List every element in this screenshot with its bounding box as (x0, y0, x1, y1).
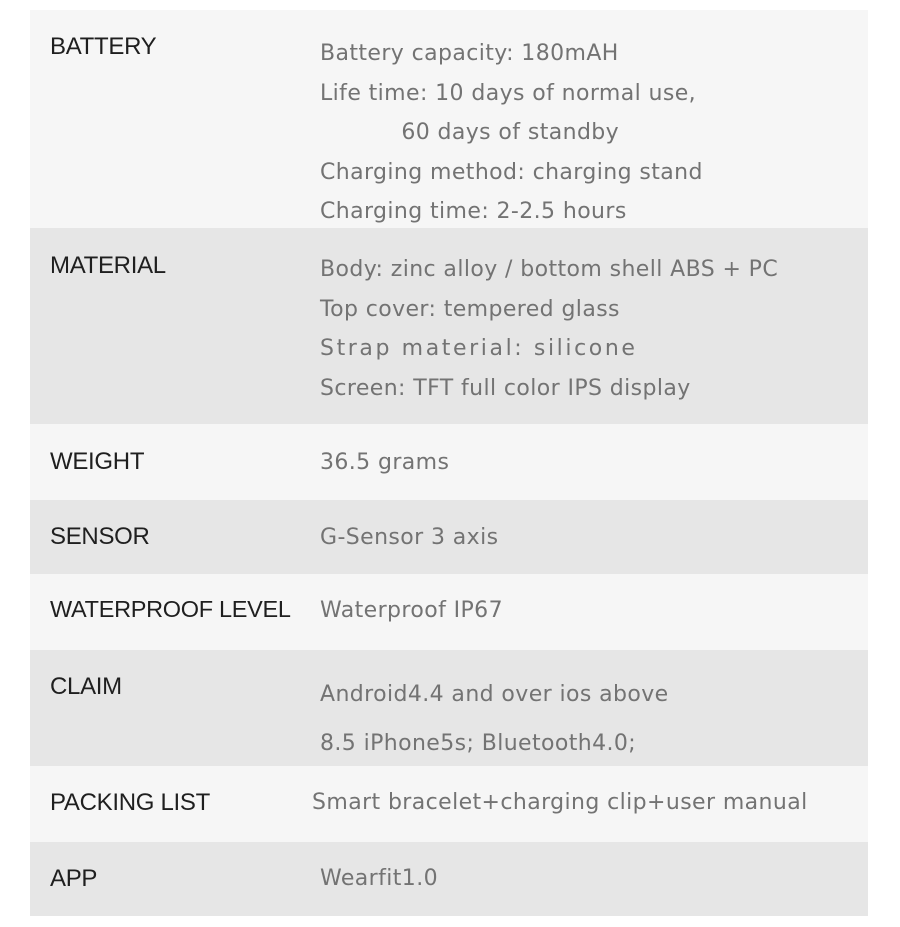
spec-value-line: 60 days of standby (320, 120, 620, 145)
spec-value (320, 596, 503, 626)
spec-row-material (30, 228, 868, 424)
spec-value-line: Battery capacity: 180mAH (320, 41, 619, 66)
spec-row-waterproof (30, 574, 868, 650)
spec-label: WATERPROOF LEVEL (50, 596, 291, 622)
spec-value (320, 864, 438, 894)
spec-value-line: Top cover: tempered glass (320, 296, 620, 322)
spec-value-line: Smart bracelet+charging clip+user manual (312, 790, 808, 815)
spec-label: PACKING LIST (50, 789, 210, 816)
spec-row-app (30, 842, 868, 916)
spec-row-weight (30, 424, 868, 500)
spec-value-line: 36.5 grams (320, 450, 450, 475)
spec-row-packing-list (30, 766, 868, 842)
spec-value-line: Android4.4 and over ios above (320, 682, 669, 707)
spec-label: BATTERY (50, 33, 157, 60)
spec-label: SENSOR (50, 523, 150, 550)
spec-label: WEIGHT (50, 448, 145, 475)
spec-label: MATERIAL (50, 252, 166, 279)
spec-value (320, 250, 778, 408)
spec-value-line: Strap material: silicone (320, 336, 638, 361)
spec-label: APP (50, 865, 98, 892)
spec-value-line: Charging time: 2-2.5 hours (320, 199, 627, 224)
spec-row-sensor (30, 500, 868, 574)
spec-row-battery (30, 10, 868, 228)
spec-value-line: Wearfit1.0 (320, 866, 438, 891)
spec-value (312, 788, 808, 818)
spec-row-claim (30, 650, 868, 766)
spec-value (320, 670, 669, 768)
spec-value-line: 8.5 iPhone5s; Bluetooth4.0; (320, 731, 637, 756)
spec-value (320, 34, 703, 232)
spec-value-line: Charging method: charging stand (320, 159, 703, 185)
spec-value (320, 448, 449, 478)
spec-value-line: Life time: 10 days of normal use, (320, 80, 697, 106)
spec-value-line: Waterproof IP67 (320, 598, 503, 623)
spec-value-line: Body: zinc alloy / bottom shell ABS + PC (320, 257, 779, 282)
spec-value-line: G-Sensor 3 axis (320, 525, 499, 550)
spec-value (320, 523, 498, 553)
spec-label: CLAIM (50, 673, 122, 700)
spec-table (30, 10, 868, 916)
spec-value-line: Screen: TFT full color IPS display (320, 375, 691, 401)
